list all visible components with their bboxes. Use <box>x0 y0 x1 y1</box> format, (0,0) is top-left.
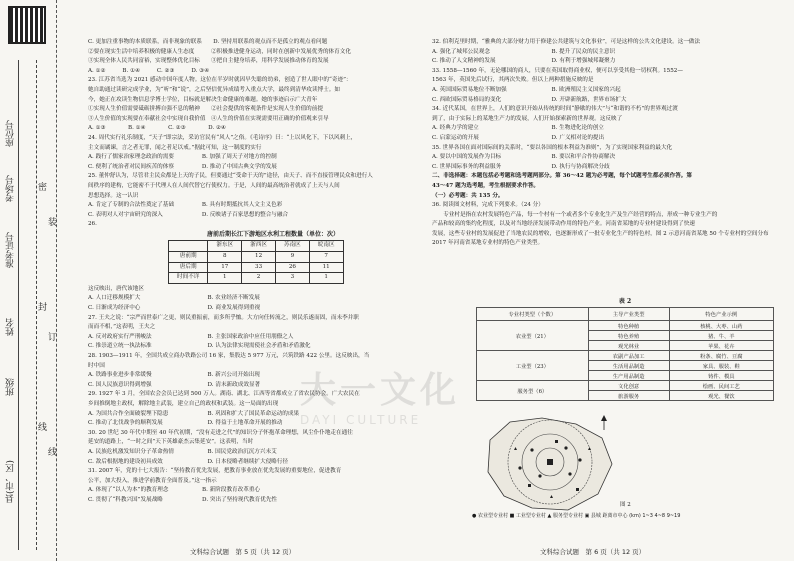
question-line: A. 反对政府实行严刑峻法 B. 主张国家政治中应任用朋僚之人 <box>88 333 294 340</box>
question-line: A. 要以中国的发展作为目标 B. 要以和平合作协商解决 <box>432 154 616 161</box>
question-line: A. 体现了“以人为本”的教育理念 B. 新阶段教育改革重心 <box>88 487 261 494</box>
binding-strip <box>0 0 57 561</box>
question-line: 24. 周代实行礼乐制度，“天子”即宗法，采访官民有“风人”之俗。《毛诗序》曰：“上以风化下，下以风刺上， <box>88 134 357 141</box>
question-line: 33. 1558—1560 年，无论哪国的商人，只要在英国取得商业权，便可以享受其他一切权利。1552— <box>432 67 683 74</box>
left-column <box>88 38 418 543</box>
watermark-cn: 大一文化 <box>300 370 461 411</box>
question-line: C. 世界国际事务的利益服务 D. 执行与协商解决分歧 <box>432 163 610 170</box>
question-line: A. 铁路事业进步非常缓慢 B. 新兴公司开始出现 <box>88 372 260 379</box>
q36-material <box>432 211 776 249</box>
question-line: 延安的道路上，“一时之间”天下英雄豪杰云集延安”。这表明，当时 <box>88 439 254 446</box>
question-line: A. 英国国际贸易地位不断加强 B. 欧洲殖民主义国家的兴起 <box>432 86 621 93</box>
name-label: 姓名 <box>6 318 16 336</box>
table-row <box>477 321 774 331</box>
question-line: C. 推动了人文精神的发展 D. 有利于增强城邦凝聚力 <box>432 58 616 65</box>
legend-industry-icon: ■ <box>509 513 515 519</box>
table-cell: 唐后期 <box>169 262 208 273</box>
table26-header: 皖南区 <box>309 241 343 252</box>
question-line: 34. 近代某国，在世界上，人们的意识开始从传统的时间“静歇的伟大”与“和谐的不朽”的世界观过渡 <box>432 106 678 113</box>
table26-header: 浙西区 <box>242 241 276 252</box>
question-line: C. 更加注重事物的本质联系，而非现象的联系 D. 坚持用联系的观点而不是孤立的观点看问题 <box>88 39 328 45</box>
must-answer-heading: （一）必考题：共 135 分。 <box>432 192 504 199</box>
table-cell: 猪、牛、羊 <box>669 331 773 341</box>
table-cell: 苹果、花卉 <box>669 341 773 351</box>
table-cell: 家具、服装、鞋 <box>669 361 773 371</box>
question-line: A. 肯定了专制的合法性奠定了基础 B. 具有时期抵抗其人文主义色彩 <box>88 202 283 209</box>
table-cell: 特色种植 <box>588 321 669 331</box>
question-line: A. 践行了儒家治家理念政治的需要 B. 加强了周天子对地方的控制 <box>88 154 277 161</box>
table-row <box>169 262 344 273</box>
question-line: ②要在现实生活中培养积极的健康人生态度 ②积极推进健身运动，同时在创新中发展优秀的体育文化 <box>88 48 351 55</box>
map-caption: 图 2 <box>620 502 631 508</box>
question-line: 时中国 <box>88 362 105 369</box>
table-cell: 粉条、腐竹、豆腐 <box>669 351 773 361</box>
question-line: C. 便利了统治者对民间疾苦的体察 D. 推动了中国古典文学的发展 <box>88 163 277 170</box>
blank-line <box>18 60 19 550</box>
map-legend <box>472 512 772 519</box>
seal-char-3: 线 <box>38 423 48 433</box>
table-row <box>477 381 774 391</box>
table-cell: 特色养殖 <box>588 331 669 341</box>
material-line: 发展，这些专业村的发展促进了当地农民的增收，也逐渐形成了一批专业化生产的特色村，图 2 示意河南省某地 50 个专业村的空间分布 <box>432 230 769 237</box>
village-type-cell: 工业型（23） <box>477 351 589 381</box>
right-column <box>432 38 776 298</box>
exam-room-label: 考场号 <box>6 175 16 202</box>
table-cell: 2 <box>242 273 276 284</box>
table-row <box>169 252 344 263</box>
question-line: C. 西欧国际贸易格局的变化 D. 开辟新航路，世界市场扩大 <box>432 96 627 103</box>
seat-label: 座位号 <box>6 120 16 147</box>
question-line: A. 人口迁移规模扩大 B. 农业经济不断发展 <box>88 295 260 302</box>
table-row <box>169 273 344 284</box>
question-line: 她自助通过读研完成学业，为“听”和“说”，之后坚信优异成绩考入重点大学，最终到清华攻读博士。如 <box>88 86 340 93</box>
table26-header: 苏南区 <box>275 241 309 252</box>
question-line: 23. 江苏省当选为 2021 感动中国年度人物。这位在半岁时就因早失聪的幼弟，创造了世人眼中的“奇迹”： <box>88 77 352 84</box>
question-line: C. 表明对人对宇宙研究的深入 D. 反映诸子百家思想的整合与融合 <box>88 211 289 218</box>
question-line: C. 推崇道立统一执法标准 D. 认为法律实现需使社会矛盾和矛盾激化 <box>88 343 311 350</box>
table-cell: 12 <box>242 252 276 263</box>
material-line: 专业村是指在农村发展特色产品，每一个村有一个或者多个专业化生产及生产经营的特点，形成一种专业生产的 <box>432 211 718 218</box>
page-footer-right: 文科综合试题 第 6 页（共 12 页） <box>540 548 646 556</box>
legend-item: 工业型专业村 <box>515 513 546 519</box>
question-line: A. 民族危机激发知识分子革命热情 B. 国民党政治沉沉方兴未艾 <box>88 448 277 455</box>
question-line: A. 为国共合作全面破裂埋下隐患 B. 巩固和扩大了国民革命运动的成果 <box>88 410 300 417</box>
legend-tick: 4~8 <box>654 513 666 519</box>
table-cell: 生活用品制造 <box>588 361 669 371</box>
question-line: ③实现全体人民共同富裕，实现整体优化目标 ③把自主健身培养，用科学发展推动体育的发展 <box>88 58 329 65</box>
table-cell: 观光、餐饮 <box>669 391 773 401</box>
legend-item: 农业型专业村 <box>477 513 508 519</box>
question-line: ①实现人生价值需要砥砺拼搏自强不息的精神 ②社会提供的客观条件是实现人生价值的前提 <box>88 106 323 113</box>
table-cell: 8 <box>208 252 242 263</box>
table-cell: 1 <box>309 273 343 284</box>
table-cell: 11 <box>309 262 343 273</box>
question-line: 主文而谲谏，言之者无罪，闻之者足以戒。”据此可知，这一制度的实行 <box>88 144 262 151</box>
village-type-cell: 农业型（21） <box>477 321 589 351</box>
legend-service-icon: ▲ <box>547 513 552 519</box>
question-line: A. ①③ B. ①④ C. ②③ D. ②④ <box>88 125 226 132</box>
question-line: 31. 2007 年，党的十七大报告：“坚持教育优先发展，把教育事业放在优先发展的重要地位，促进教育 <box>88 468 342 475</box>
north-arrow-icon <box>601 415 607 430</box>
page-footer-left: 文科综合试题 第 5 页（共 12 页） <box>190 548 296 556</box>
question-line: 35. 世界各国在面对国际间的关系时，“要以各国的根本利益为准则”，为了实现国家利益的最大化 <box>432 144 673 151</box>
legend-county-icon: ▣ <box>584 513 590 519</box>
table-cell: 文化创意 <box>588 381 669 391</box>
question-line: 25. 董仲舒认为，尽管君主民众都是上天的子民，但要通过“受命于天的”途径，由天子、而不直接管理民众和进行人 <box>88 173 373 180</box>
question-line: 公平，加大投入，推进学前教育全面普及。”这一指示 <box>88 477 217 484</box>
legend-item: 县城 <box>590 513 601 519</box>
material-line: 产品和较高的集约化程度，以及对当地经济发展带动作用的特色产业。河南省某地的专业村建设得到了快速 <box>432 221 695 228</box>
question-line: 1563 年，英国先后试行，其两次失败。但以上两种措施反映的是 <box>432 77 594 84</box>
legend-agri-icon: ● <box>472 513 477 519</box>
q26-number: 26. <box>88 221 97 228</box>
table-cell: 1 <box>208 273 242 284</box>
question-line: 今，她正在攻读生物信息学博士学位，目标就是解决生命健康的难题。她的事迹启示广大青年 <box>88 96 318 103</box>
table2-header: 特色产业示例 <box>669 308 773 321</box>
table-cell: 7 <box>309 252 343 263</box>
question-line: C. 日渐成为经济中心 D. 商业发展得到重视 <box>88 305 261 312</box>
table-cell: 农副产品加工 <box>588 351 669 361</box>
section-instructions-line2: 43～47 题为选考题，考生根据要求作答。 <box>432 182 540 189</box>
question-line: 到了，由于实际上的某地生产力的发展，人们开始探索新的世界观。这反映了 <box>432 115 623 122</box>
table-cell: 9 <box>275 252 309 263</box>
left-question-block-top <box>88 38 418 220</box>
question-line: 这反映出，唐代该地区 <box>88 285 144 292</box>
table-cell: 生产用品制造 <box>588 371 669 381</box>
table2-header: 专业村类型（个数） <box>477 308 589 321</box>
question-line: A. ①② B. ①④ C. ②③ D. ③④ <box>88 67 210 74</box>
class-label: 班级 <box>6 378 16 396</box>
legend-tick: 9~19 <box>666 513 681 519</box>
question-line: 27. 王夫之说：“宗严而世泰广之更，则民重振前，而多所乎恤。大方向任转流之，则民乐遂而固，而未李并职 <box>88 314 359 321</box>
table26-caption: 唐前后期长江下游地区水利工程数量（单位：次） <box>206 230 339 238</box>
legend-tick: 1~3 <box>642 513 653 519</box>
seal-line <box>36 60 37 550</box>
question-line: 32. 伯利克里时期，“雅典的大部分财力用于修建公共建筑与文化事业”，可是这样的公共文化建设。这一做法 <box>432 39 701 45</box>
table26-header: 浙东区 <box>208 241 242 252</box>
table-cell: 核桃、大枣、山药 <box>669 321 773 331</box>
question-line: 思想选择。这一认识 <box>88 192 139 199</box>
question-line: C. 贯彻了“科教兴国”发展战略 D. 突出了坚持现代教育优先性 <box>88 496 278 503</box>
county-seat-icon <box>547 459 553 465</box>
question-line: C. 敌后根据地的建设初具成效 D. 日本侵略者继续扩大侵略行径 <box>88 458 289 465</box>
section-instructions: 二、非选择题：本题包括必考题和选考题两部分。第 36～42 题为必考题，每个试题考生都必须作答。第 <box>432 173 692 180</box>
table-cell: 33 <box>242 262 276 273</box>
legend-item: 距离市中心 (km) <box>602 513 641 519</box>
question-line: 而而不相，”这表明，王夫之 <box>88 324 156 331</box>
right-question-block-top <box>432 38 776 172</box>
table26-header <box>169 241 208 252</box>
legend-item: 服务型专业村 <box>552 513 583 519</box>
table-2 <box>476 296 774 401</box>
table2-header: 主导产业类型 <box>588 308 669 321</box>
question-line: 间秩序的建构，它能密不于代理人在人间代替它行使权力。于是，人间的最高统治者就成了上天与人间 <box>88 182 340 189</box>
question-line: 乡间推倒地主政权，解除地主武装，建立自己的政权和武装。这一局面的出现 <box>88 400 279 407</box>
table-cell: 旅游服务 <box>588 391 669 401</box>
question-line: 30. 20 世纪 30 年代中期至 40 年代初期，“没有走进之代”的知识分子怀抱革命理想，风尘仆仆地走在通往 <box>88 429 353 436</box>
question-line: A. 强化了城邦公民观念 B. 提升了民众的民主意识 <box>432 48 616 55</box>
cut-char-3: 线 <box>48 448 58 458</box>
table-cell: 观光林业 <box>588 341 669 351</box>
table-cell: 17 <box>208 262 242 273</box>
table-cell: 时间不详 <box>169 273 208 284</box>
village-type-cell: 服务型（6） <box>477 381 589 401</box>
material-line: 2017 年河南省某地专业村的特色产业类型。 <box>432 240 544 247</box>
q36-title: 36. 阅读图文材料，完成下列要求。（24 分） <box>432 202 544 209</box>
left-question-block-bottom <box>88 285 418 506</box>
question-line: 29. 1927 年 3 月，全国农会会员已达到 500 万人。湖南、湖北、江西等省都成立了省农民协会。广大农民在 <box>88 391 360 398</box>
question-line: A. 经典力学的建立 B. 生物进化论的创立 <box>432 125 604 132</box>
table-cell: 3 <box>275 273 309 284</box>
watermark-en: DAYI CULTURE <box>300 413 422 427</box>
table-cell: 26 <box>275 262 309 273</box>
cert-number-label: 准考证号 <box>6 232 16 268</box>
table-26 <box>168 240 344 283</box>
question-line: ③人生价值的实现要在奉献社会中实现自我价值 ④人生的价值在实现需要用正确的价值观来引导 <box>88 115 329 122</box>
question-line: C. 启蒙运动的开展 D. 广义相对论的提出 <box>432 134 605 141</box>
cut-char-1: 装 <box>48 218 58 228</box>
county-label: 县(市、区) <box>6 460 16 504</box>
question-line: 28. 1903—1911 年，全国共成立商办铁路公司 16 家，集股达 5 977 万元，兴筑铁路 422 公里。这反映出，当 <box>88 353 370 359</box>
cut-char-2: 订 <box>48 333 58 343</box>
table-cell: 绘画、民间工艺 <box>669 381 773 391</box>
specialty-village-map <box>477 410 620 519</box>
table-cell: 铸件、模具 <box>669 371 773 381</box>
seal-char-1: 密 <box>38 183 48 193</box>
seal-char-2: 封 <box>38 303 48 313</box>
question-line: C. 国人民族意识得到增强 D. 清末新政成效显著 <box>88 381 261 388</box>
table2-title: 表 2 <box>618 298 632 305</box>
table-row <box>477 351 774 361</box>
table-cell: 唐前期 <box>169 252 208 263</box>
qr-code <box>8 6 46 44</box>
question-line: C. 推动了北伐战争的顺利发展 D. 得益于土地革命开展的推动 <box>88 420 283 427</box>
